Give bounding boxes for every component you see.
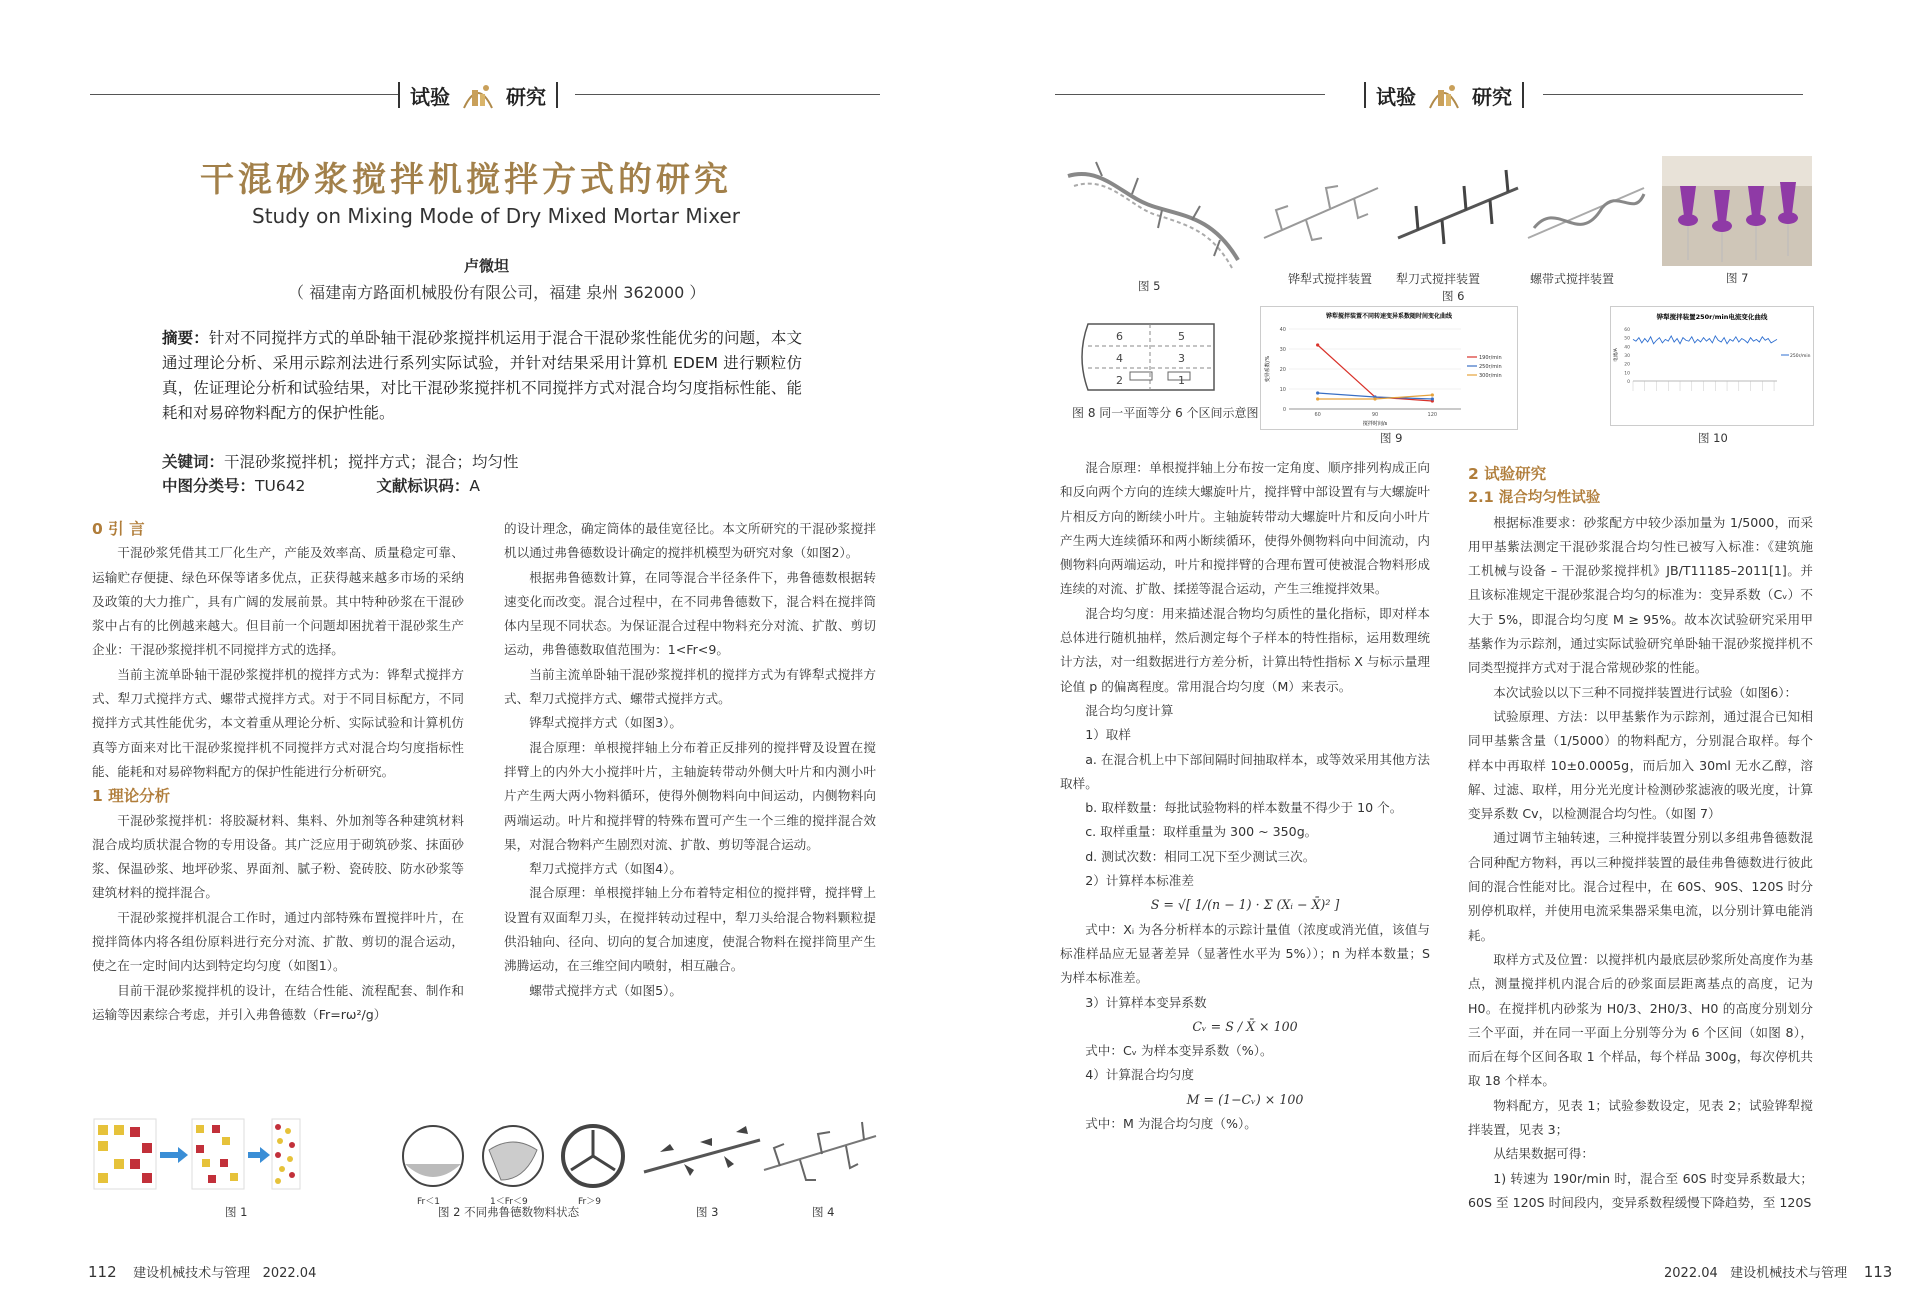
series-line	[1633, 336, 1777, 344]
figure-8-zone-diagram	[1074, 318, 1224, 396]
y-tick-label: 0	[1627, 380, 1630, 385]
paragraph: 物料配方，见表 1；试验参数设定，见表 2；试验铧犁搅拌装置，见表 3；	[1468, 1097, 1813, 1138]
fr-label: Fr＜1	[417, 1197, 440, 1207]
header-rule-right	[575, 94, 880, 95]
y-tick-label: 40	[1279, 327, 1286, 333]
paper-title: 干混砂浆搅拌机搅拌方式的研究	[200, 160, 732, 200]
header-bar	[1522, 82, 1524, 108]
y-axis-label: 电流/A	[1614, 348, 1619, 362]
paragraph: 1）取样	[1085, 727, 1131, 743]
flask-logo-icon	[460, 78, 496, 112]
affiliation: （ 福建南方路面机械股份有限公司，福建 泉州 362000 ）	[288, 283, 706, 302]
header-bar	[556, 82, 558, 108]
clc-code: TU642	[255, 477, 306, 495]
paragraph: 式中：Cᵥ 为样本变异系数（%）。	[1085, 1043, 1273, 1059]
figure-caption: 图 2 不同弗鲁德数物料状态	[438, 1205, 580, 1219]
header-word-left: 试验	[410, 84, 450, 109]
keywords: 干混砂浆搅拌机；搅拌方式；混合；均匀性	[224, 453, 519, 471]
zone-label: 1	[1178, 374, 1185, 387]
header-rule-left	[1055, 94, 1325, 95]
paragraph: c. 取样重量：取样重量为 300 ~ 350g。	[1085, 824, 1318, 840]
paper-subtitle: Study on Mixing Mode of Dry Mixed Mortar Mixer	[252, 204, 740, 228]
y-tick-label: 60	[1624, 328, 1630, 333]
zone-label: 4	[1116, 352, 1123, 365]
data-point	[1316, 343, 1319, 346]
paragraph: 混合均匀度计算	[1085, 702, 1174, 718]
paragraph: 混合均匀度：用来描述混合物均匀质性的量化指标，即对样本总体进行随机抽样，然后测定每个子样本的特性指标，运用数理统计方法，对一组数据进行方差分析，计算出特性指标 X 与标示量理论值 p 的偏离程度。常用混合均匀度（M）来表示。	[1060, 605, 1430, 694]
paragraph: 通过调节主轴转速，三种搅拌装置分别以多组弗鲁德数混合同种配方物料，再以三种搅拌装置的最佳弗鲁德数进行彼此间的混合性能对比。混合过程中，在 60S、90S、120S 时分别停机取样，并使用电流采集器采集电流，以分别计算电能消耗。	[1468, 830, 1813, 943]
figure-caption: 图 7	[1726, 271, 1749, 285]
right-column-2	[1468, 456, 1813, 1215]
paragraph: 干混砂浆凭借其工厂化生产，产能及效率高、质量稳定可靠、运输贮存便捷、绿色环保等诸多优点，正获得越来越多市场的采纳及政策的大力推广，具有广阔的发展前景。其中特种砂浆在干混砂浆中占有的比例越来越大。但目前一个问题却困扰着干混砂浆生产企业：干混砂浆搅拌机不同搅拌方式的选择。	[92, 545, 464, 658]
figure-caption: 图 9	[1380, 431, 1403, 445]
paragraph: 混合原理：单根搅拌轴上分布着正反排列的搅拌臂及设置在搅拌臂上的内外大小搅拌叶片，主轴旋转带动外侧大叶片和内测小叶片产生两大两小物料循环，使得外侧物料向中间运动，内侧物料向两端运动。叶片和搅拌臂的特殊布置可产生一个三维的搅拌混合效果，对混合物料产生剧烈对流、扩散、剪切等混合运动。	[504, 739, 876, 852]
abstract-text: 针对不同搅拌方式的单卧轴干混砂浆搅拌机运用于混合干混砂浆性能优劣的问题，本文通过理论分析、采用示踪剂法进行系列实际试验，并针对结果采用计算机 EDEM 进行颗粒仿真，佐证理论分析和试验结果，对比干混砂浆搅拌机不同搅拌方式对混合均匀度指标性能、能耗和对易碎物料配方的保护性能。	[162, 329, 802, 422]
page-number: 112	[88, 1263, 117, 1281]
issue: 2022.04	[1664, 1266, 1718, 1281]
figure-subcaption: 铧犁式搅拌装置	[1288, 272, 1373, 286]
paragraph: b. 取样数量：每批试验物料的样本数量不得少于 10 个。	[1085, 800, 1403, 816]
figure-1-mixing-illustration	[92, 1115, 302, 1197]
keywords-label: 关键词：	[162, 453, 225, 471]
chart-title: 铧犁搅拌装置不同转速变异系数随时间变化曲线	[1325, 313, 1453, 320]
paragraph: 当前主流单卧轴干混砂浆搅拌机的搅拌方式为：铧犁式搅拌方式、犁刀式搅拌方式、螺带式搅拌方式。对于不同目标配方，不同搅拌方式其性能优劣，本文着重从理论分析、实际试验和计算机仿真等方面来对比干混砂浆搅拌机不同搅拌方式对混合均匀度指标性能、能耗和对易碎物料配方的保护性能进行分析研究。	[92, 666, 464, 779]
flask-logo-icon	[1426, 78, 1462, 112]
legend-label: 250r/min	[1790, 354, 1811, 359]
header-word-left: 试验	[1376, 84, 1416, 109]
figure-10-chart	[1610, 306, 1814, 426]
y-tick-label: 30	[1279, 347, 1286, 353]
journal-name: 建设机械技术与管理	[133, 1266, 251, 1281]
section-heading: 2 试验研究	[1468, 465, 1547, 483]
y-tick-label: 50	[1624, 336, 1630, 342]
data-point	[1373, 397, 1376, 400]
paragraph: 1) 转速为 190r/min 时，混合至 60S 时变异系数最大；60S 至 120S 时间段内，变异系数程缓慢下降趋势，至 120S	[1468, 1170, 1813, 1210]
paragraph: 铧犁式搅拌方式（如图3）。	[529, 715, 683, 731]
paragraph: 混合原理：单根搅拌轴上分布着特定相位的搅拌臂，搅拌臂上设置有双面犁刀头，在搅拌转动过程中，犁刀头给混合物料颗粒提供沿轴向、径向、切向的复合加速度，使混合物料在搅拌筒里产生沸腾运动，在三维空间内喷射，相互融合。	[504, 885, 876, 974]
figure-6-three-mixing-devices	[1258, 158, 1648, 266]
y-tick-label: 0	[1282, 407, 1286, 413]
paragraph: 取样方式及位置：以搅拌机内最底层砂浆所处高度作为基点，测量搅拌机内混合后的砂浆面层距离基点的高度，记为 H0。在搅拌机内砂浆为 H0/3、2H0/3、H0 的高度分别划分三个平面，并在同一平面上分别等分为 6 个区间（如图 8），而后在每个区间各取 1 个样品，每个样品 300g，每次停机共取 18 个样本。	[1468, 951, 1813, 1089]
left-column-1	[92, 517, 464, 1027]
section-header	[398, 80, 558, 110]
page-number: 113	[1863, 1263, 1893, 1281]
page-footer-right	[1664, 1262, 1892, 1281]
page-footer-left	[88, 1262, 316, 1281]
paragraph: 螺带式搅拌方式（如图5）。	[529, 982, 683, 998]
figure-caption: 图 8 同一平面等分 6 个区间示意图	[1072, 406, 1259, 420]
section-header	[1364, 80, 1524, 110]
zone-label: 2	[1116, 374, 1123, 387]
data-point	[1316, 397, 1319, 400]
legend-label: 250r/min	[1479, 364, 1502, 370]
journal-name: 建设机械技术与管理	[1730, 1266, 1848, 1281]
x-tick-label: 90	[1371, 412, 1379, 418]
x-axis-label: 搅拌时间/s	[1362, 421, 1388, 427]
y-tick-label: 30	[1624, 354, 1630, 359]
paragraph: d. 测试次数：相同工况下至少测试三次。	[1085, 848, 1316, 864]
right-page	[960, 0, 1920, 1303]
paragraph: 根据弗鲁德数计算，在同等混合半径条件下，弗鲁德数根据转速变化而改变。混合过程中，在不同弗鲁德数下，混合料在搅拌筒体内呈现不同状态。为保证混合过程中物料充分对流、扩散、剪切运动，弗鲁德数取值范围为：1<Fr<9。	[504, 569, 876, 658]
figure-caption: 图 1	[225, 1205, 248, 1219]
series-line	[1318, 345, 1433, 401]
abstract	[162, 326, 802, 426]
header-rule-right	[1543, 94, 1803, 95]
figure-9-chart	[1260, 306, 1518, 430]
figure-subcaption: 螺带式搅拌装置	[1530, 272, 1615, 286]
y-tick-label: 20	[1279, 367, 1286, 373]
paragraph: 混合原理：单根搅拌轴上分布按一定角度、顺序排列构成正向和反向两个方向的连续大螺旋叶片，搅拌臂中部设置有与大螺旋叶片相反方向的断续小叶片。主轴旋转带动大螺旋叶片和反向小叶片产生两大连续循环和两小断续循环，使得外侧物料向中间流动，内侧物料向两端运动，叶片和搅拌臂的合理布置可使被混合物料形成连续的对流、扩散、揉搓等混合运动，产生三维搅拌效果。	[1060, 460, 1430, 597]
figure-7-photo-samples	[1662, 156, 1812, 266]
paragraph: 从结果数据可得：	[1493, 1146, 1594, 1162]
doc-code: A	[469, 477, 480, 495]
paragraph: 根据标准要求：砂浆配方中较少添加量为 1/5000，而采用甲基紫法测定干混砂浆混合均匀性已被写入标准：《建筑施工机械与设备 – 干混砂浆搅拌机》JB/T11185–2011[1]。并且该标准规定干混砂浆混合均匀的标准为：变异系数（Cᵥ）不大于 5%，即混合均匀度 M ≥ 95%。故本次试验研究采用甲基紫作为示踪剂，通过实际试验研究单卧轴干混砂浆搅拌机不同类型搅拌方式对于混合常规砂浆的性能。	[1468, 514, 1813, 676]
left-column-2	[504, 517, 876, 1003]
y-tick-label: 10	[1279, 387, 1286, 393]
paragraph: 的设计理念，确定筒体的最佳宽径比。本文所研究的干混砂浆搅拌机以通过弗鲁德数设计确定的搅拌机模型为研究对象（如图2）。	[504, 521, 876, 561]
doc-label: 文献标识码：	[376, 477, 470, 495]
paragraph: 当前主流单卧轴干混砂浆搅拌机的搅拌方式为有铧犁式搅拌方式、犁刀式搅拌方式、螺带式搅拌方式。	[504, 666, 876, 707]
data-point	[1316, 391, 1319, 394]
y-tick-label: 10	[1624, 371, 1630, 377]
header-bar	[398, 82, 400, 108]
paragraph: 式中：Xᵢ 为各分析样本的示踪计量值（浓度或消光值，该值与标准样品应无显著差异（显著性水平为 5%））；n 为样本数量；S 为样本标准差。	[1060, 921, 1430, 986]
paragraph: 式中：M 为混合均匀度（%）。	[1085, 1116, 1257, 1132]
figure-caption: 图 10	[1698, 431, 1728, 445]
data-point	[1431, 397, 1434, 400]
paragraph: 2）计算样本标准差	[1085, 873, 1194, 889]
paragraph: 4）计算混合均匀度	[1085, 1067, 1194, 1083]
zone-label: 5	[1178, 330, 1185, 343]
chart-title: 铧犁搅拌装置250r/min电流变化曲线	[1656, 313, 1768, 321]
fr-label: Fr＞9	[578, 1197, 601, 1207]
section-heading: 0 引 言	[92, 520, 145, 538]
x-tick-label: 60	[1314, 412, 1321, 418]
formula-cv: Cᵥ = S / X̄ × 100	[1192, 1018, 1298, 1034]
y-tick-label: 40	[1624, 345, 1630, 351]
paragraph: 干混砂浆搅拌机混合工作时，通过内部特殊布置搅拌叶片，在搅拌筒体内将各组份原料进行充分对流、扩散、剪切的混合运动，使之在一定时间内达到特定均匀度（如图1）。	[92, 909, 464, 974]
issue: 2022.04	[262, 1266, 317, 1281]
abstract-label: 摘要：	[162, 329, 209, 347]
paragraph: 犁刀式搅拌方式（如图4）。	[529, 861, 683, 877]
zone-label: 3	[1178, 352, 1185, 365]
zone-label: 6	[1116, 330, 1123, 343]
paragraph: 3）计算样本变异系数	[1085, 994, 1207, 1010]
paragraph: 目前干混砂浆搅拌机的设计，在结合性能、流程配套、制作和运输等因素综合考虑，并引入弗鲁德数（Fr=rω²/g）	[92, 982, 464, 1022]
header-word-right: 研究	[1472, 84, 1512, 109]
figure-caption: 图 6	[1442, 289, 1465, 303]
legend-label: 190r/min	[1479, 355, 1502, 361]
figure-2-froude-states	[395, 1120, 635, 1196]
figure-caption: 图 3	[696, 1205, 719, 1219]
y-axis-label: 变异系数/%	[1265, 355, 1271, 383]
figure-3-4-mixer-shafts	[640, 1112, 880, 1200]
fr-label: 1＜Fr＜9	[490, 1197, 528, 1207]
paragraph: a. 在混合机上中下部间隔时间抽取样本，或等效采用其他方法取样。	[1060, 751, 1430, 791]
subsection-heading: 2.1 混合均匀性试验	[1468, 490, 1601, 507]
keywords-block	[162, 450, 519, 498]
paragraph: 本次试验以以下三种不同搅拌装置进行试验（如图6）：	[1493, 684, 1798, 700]
x-tick-label: 120	[1427, 412, 1438, 418]
header-rule-left	[90, 94, 400, 95]
y-tick-label: 20	[1624, 362, 1630, 368]
legend-label: 300r/min	[1479, 373, 1502, 379]
data-point	[1431, 393, 1434, 396]
header-word-right: 研究	[506, 84, 546, 109]
figure-caption: 图 5	[1138, 279, 1161, 293]
clc-label: 中图分类号：	[162, 477, 256, 495]
paragraph: 试验原理、方法：以甲基紫作为示踪剂，通过混合已知相同甲基紫含量（1/5000）的物料配方，分别混合取样。每个样本中再取样 10±0.0005g，而后加入 30ml 无水乙醇，溶解、过滤、取样，用分光光度计检测砂浆滤液的吸光度，计算变异系数 Cv，以检测混合均匀性。（如图 7）	[1468, 708, 1813, 822]
right-column-1	[1060, 456, 1430, 1136]
paragraph: 干混砂浆搅拌机：将胶凝材料、集料、外加剂等各种建筑材料混合成均质状混合物的专用设备。其广泛应用于砌筑砂浆、抹面砂浆、保温砂浆、地坪砂浆、界面剂、腻子粉、瓷砖胶、防水砂浆等建筑材料的搅拌混合。	[92, 812, 464, 901]
section-heading: 1 理论分析	[92, 787, 171, 806]
figure-caption: 图 4	[812, 1205, 835, 1219]
header-bar	[1364, 82, 1366, 108]
formula-m: M = (1−Cᵥ) × 100	[1186, 1091, 1304, 1107]
figure-subcaption: 犁刀式搅拌装置	[1396, 272, 1481, 286]
figure-5-ribbon-shaft	[1062, 156, 1242, 276]
formula-std-dev: S = √[ 1/(n − 1) · Σ (Xᵢ − X̄)² ]	[1150, 897, 1340, 913]
author: 卢微坦	[464, 257, 510, 275]
